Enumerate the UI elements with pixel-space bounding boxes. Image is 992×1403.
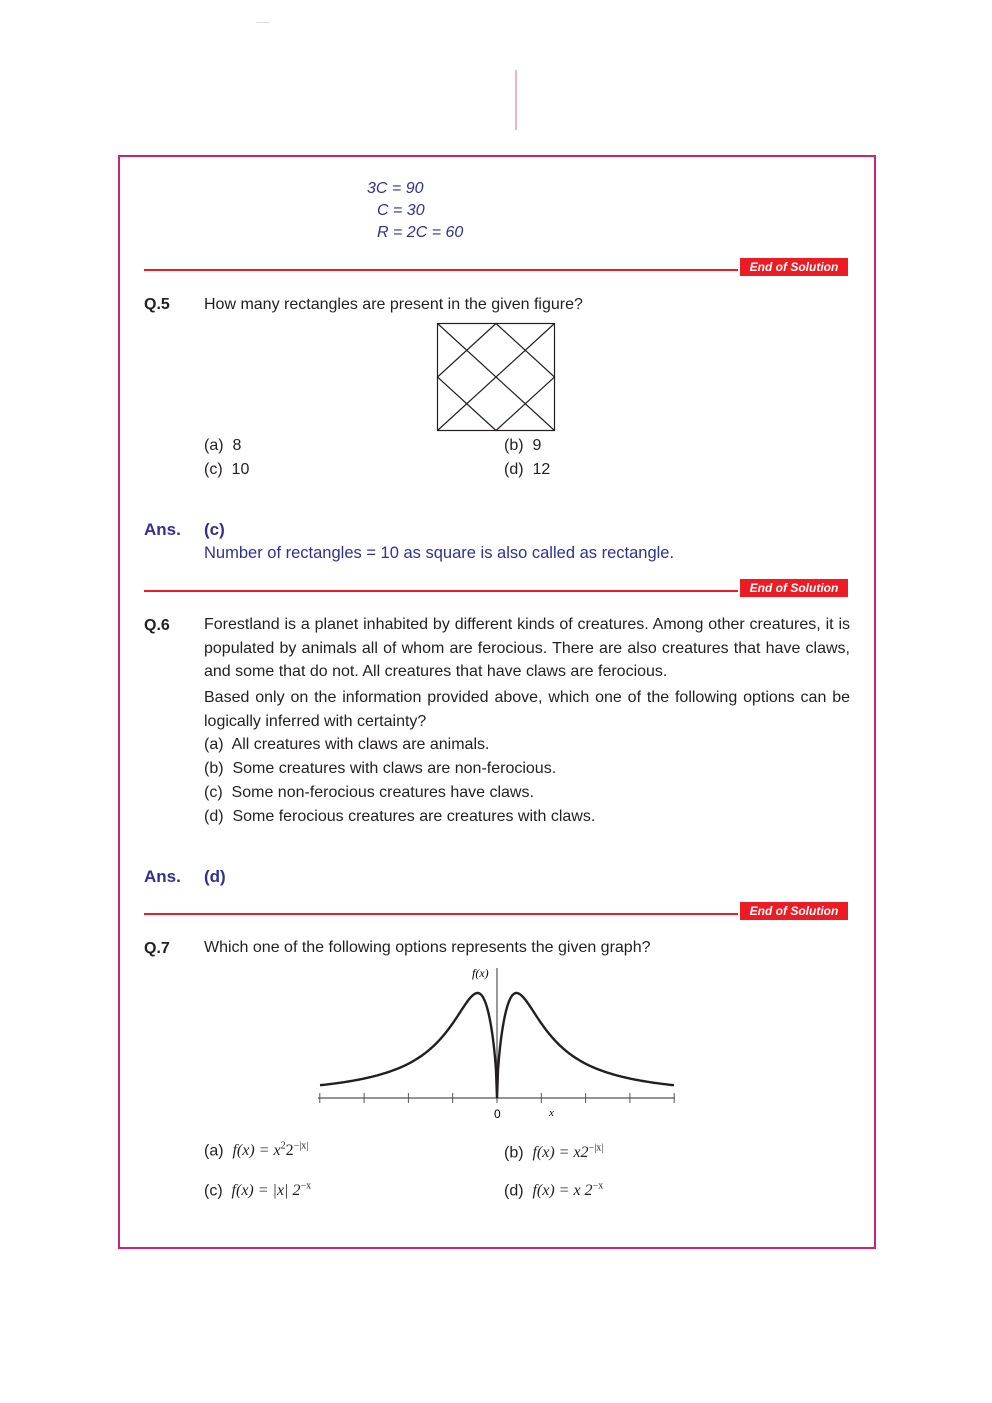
question-text: Based only on the information provided above, which one of the following options can be logically inferred with certainty? bbox=[204, 689, 850, 730]
option-d: 12 bbox=[532, 461, 551, 478]
end-of-solution-badge: End of Solution bbox=[740, 902, 848, 920]
answer-label: Ans. bbox=[144, 867, 181, 886]
solution-line: R = 2C = 60 bbox=[377, 224, 464, 241]
option-key: (c) bbox=[204, 784, 223, 801]
question-text: Forestland is a planet inhabited by different kinds of creatures. Among other creatures, it is populated by animals all of whom are ferocious. There are also creatures that have claws, and some that do not. All creatures that have claws are ferocious. bbox=[204, 616, 850, 680]
y-axis-label: f(x) bbox=[472, 966, 489, 980]
option-b: $f(x) = x2^{-|x|}$ bbox=[532, 1143, 604, 1162]
option-d: f(x) = x $2^{-x}$ bbox=[532, 1181, 604, 1200]
option-c: 10 bbox=[231, 461, 250, 478]
option-key: (c) bbox=[204, 1182, 223, 1200]
option-b: 9 bbox=[532, 437, 542, 454]
question-number: Q.7 bbox=[144, 940, 170, 957]
option-key: (b) bbox=[504, 1144, 524, 1162]
question-text: How many rectangles are present in the given figure? bbox=[204, 296, 583, 313]
divider bbox=[144, 269, 738, 271]
rectangle-figure bbox=[436, 322, 556, 432]
end-of-solution-badge: End of Solution bbox=[740, 579, 848, 597]
option-key: (a) bbox=[204, 736, 224, 753]
function-graph bbox=[300, 960, 700, 1125]
answer-explanation: Number of rectangles = 10 as square is also called as rectangle. bbox=[204, 544, 675, 562]
x-axis-label: x bbox=[549, 1107, 554, 1119]
option-c: f(x) = |x| $2^{-x}$ bbox=[231, 1181, 312, 1200]
option-a: $f(x) = x^22^{-|x|}$ bbox=[232, 1141, 309, 1160]
divider bbox=[144, 590, 738, 592]
option-a: 8 bbox=[232, 437, 242, 454]
option-c: Some non-ferocious creatures have claws. bbox=[231, 784, 534, 801]
option-key: (d) bbox=[504, 1182, 524, 1200]
option-d: Some ferocious creatures are creatures with claws. bbox=[232, 808, 596, 825]
answer-value: (d) bbox=[204, 867, 226, 886]
option-key: (d) bbox=[504, 461, 524, 478]
end-of-solution-badge: End of Solution bbox=[740, 258, 848, 276]
question-text: Which one of the following options represents the given graph? bbox=[204, 939, 651, 956]
question-number: Q.5 bbox=[144, 296, 170, 313]
mark bbox=[256, 22, 270, 23]
option-a: All creatures with claws are animals. bbox=[231, 736, 490, 753]
margin-mark bbox=[515, 70, 517, 130]
option-key: (b) bbox=[204, 760, 224, 777]
origin-label: 0 bbox=[494, 1107, 501, 1121]
question-number: Q.6 bbox=[144, 617, 170, 634]
solution-line: 3C = 90 bbox=[367, 180, 424, 197]
divider bbox=[144, 913, 738, 915]
option-b: Some creatures with claws are non-ferocious. bbox=[232, 760, 557, 777]
option-key: (b) bbox=[504, 437, 524, 454]
option-key: (a) bbox=[204, 1142, 224, 1160]
option-key: (a) bbox=[204, 437, 224, 454]
answer-value: (c) bbox=[204, 520, 225, 539]
solution-line: C = 30 bbox=[377, 202, 425, 219]
answer-label: Ans. bbox=[144, 520, 181, 539]
option-key: (d) bbox=[204, 808, 224, 825]
option-key: (c) bbox=[204, 461, 223, 478]
